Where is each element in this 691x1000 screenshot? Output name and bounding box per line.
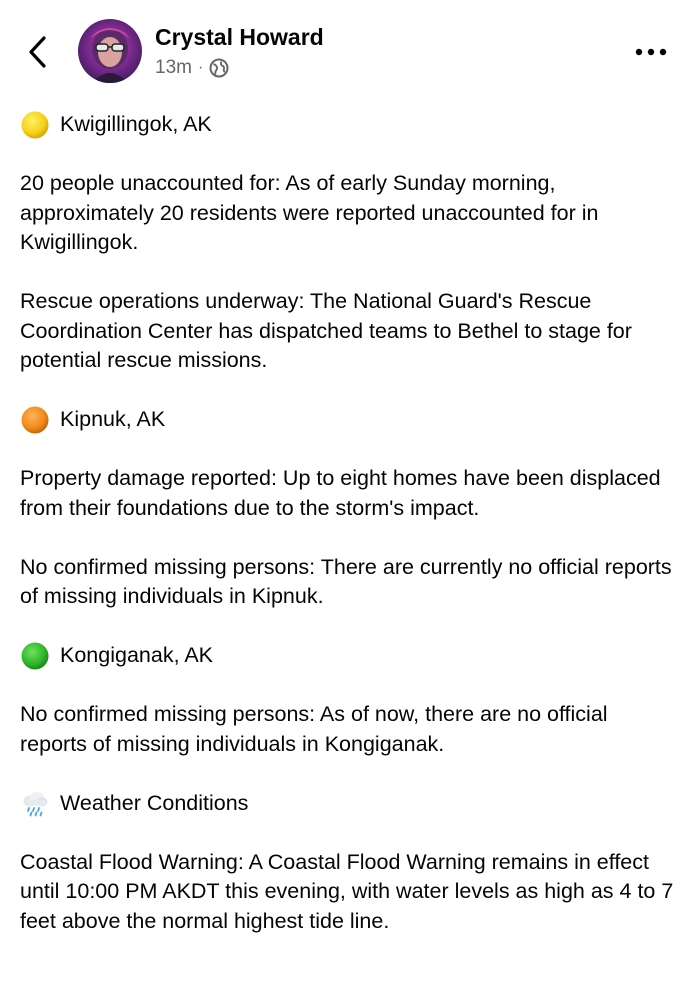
profile-photo (78, 19, 142, 83)
section-heading (20, 405, 675, 435)
meta-separator: · (197, 59, 204, 76)
post-paragraph: No confirmed missing persons: As of now, there are no official reports of missing individuals in Kongiganak. (20, 702, 608, 756)
chevron-left-icon (22, 30, 56, 74)
section-heading (20, 789, 675, 819)
post-meta (155, 55, 229, 81)
post-section-kongiganak (20, 641, 675, 759)
post-timestamp[interactable]: 13m (155, 57, 192, 78)
avatar[interactable] (78, 19, 142, 83)
more-dots-icon (631, 38, 671, 66)
post-section-kwigillingok (20, 110, 675, 376)
green-circle-icon (20, 641, 50, 671)
post-body (20, 110, 675, 966)
section-heading-text: Weather Conditions (60, 790, 249, 815)
more-options-button[interactable] (631, 38, 671, 66)
yellow-circle-icon (20, 110, 50, 140)
post-section-weather (20, 789, 675, 937)
cloud-with-rain-icon (20, 789, 50, 819)
section-heading (20, 641, 675, 671)
post-paragraph: Coastal Flood Warning: A Coastal Flood Warning remains in effect until 10:00 PM AKDT this evening, with water levels as high as 4 to 7 feet above the normal highest tide line. (20, 849, 674, 933)
globe-icon[interactable] (209, 58, 229, 78)
post-paragraph: Rescue operations underway: The National Guard's Rescue Coordination Center has dispatched teams to Bethel to stage for potential rescue missions. (20, 289, 632, 372)
post-section-kipnuk (20, 405, 675, 612)
section-heading-text: Kipnuk, AK (60, 407, 166, 432)
post-header (0, 0, 691, 100)
section-heading-text: Kongiganak, AK (60, 643, 214, 668)
section-heading (20, 110, 675, 140)
section-heading-text: Kwigillingok, AK (60, 112, 212, 137)
post-paragraph: Property damage reported: Up to eight homes have been displaced from their foundations due to the storm's impact. (20, 466, 661, 520)
post-paragraph: 20 people unaccounted for: As of early Sunday morning, approximately 20 residents were reported unaccounted for in Kwigillingok. (20, 171, 599, 254)
orange-circle-icon (20, 405, 50, 435)
back-button[interactable] (22, 30, 56, 74)
author-name[interactable]: Crystal Howard (155, 24, 324, 50)
post-paragraph: No confirmed missing persons: There are currently no official reports of missing individuals in Kipnuk. (20, 554, 672, 608)
